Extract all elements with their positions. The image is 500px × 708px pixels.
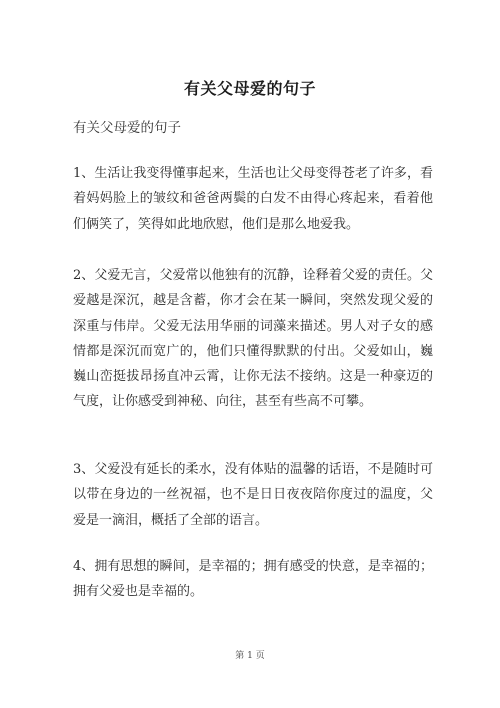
document-title: 有关父母爱的句子 bbox=[183, 79, 316, 98]
document-subtitle: 有关父母爱的句子 bbox=[73, 120, 181, 136]
paragraph-4: 4、拥有思想的瞬间，是幸福的；拥有感受的快意，是幸福的；拥有父爱也是幸福的。 bbox=[73, 559, 433, 600]
paragraph-3: 3、父爱没有延长的柔水，没有体贴的温馨的话语，不是随时可以带在身边的一丝祝福，也不是日日夜夜陪你度过的温度，父爱是一滴泪，概括了全部的语言。 bbox=[73, 462, 433, 528]
paragraph-1: 1、生活让我变得懂事起来，生活也让父母变得苍老了许多，看着妈妈脸上的皱纹和爸爸两鬓的白发不由得心疼起来，看着他们俩笑了，笑得如此地欣慰，他们是那么地爱我。 bbox=[73, 166, 433, 232]
page-number: 第 1 页 bbox=[235, 651, 265, 661]
paragraph-2: 2、父爱无言，父爱常以他独有的沉静，诠释着父爱的责任。父爱越是深沉，越是含蓄，你才会在某一瞬间，突然发现父爱的深重与伟岸。父爱无法用华丽的词藻来描述。男人对子女的感情都是深沉而宽广的，他们只懂得默默的付出。父爱如山，巍巍山峦挺拔昂扬直冲云霄，让你无法不接纳。这是一种豪迈的气度，让你感受到神秘、向往，甚至有些高不可攀。 bbox=[73, 268, 433, 410]
